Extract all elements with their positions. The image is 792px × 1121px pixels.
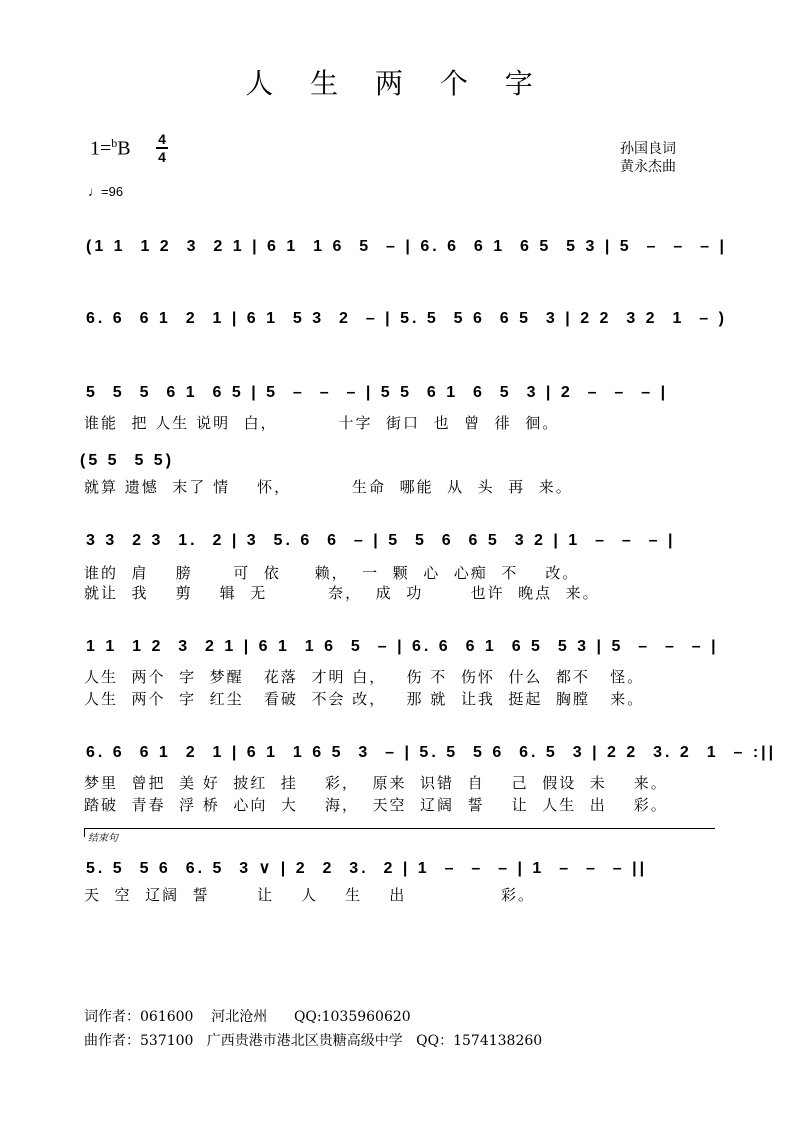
flat-sign: b xyxy=(111,136,118,150)
lyric-line: 人生 两个 字 红尘 看破 不会 改， 那 就 让我 挺起 胸膛 来。 xyxy=(84,690,645,708)
row-notes: (5 5 5 5) xyxy=(80,452,175,469)
meter-bottom: 4 xyxy=(158,149,166,165)
ending-label: 结束句 xyxy=(88,833,118,844)
row-notes: (1 1 1 2 3 2 1 | 6 1 1 6 5 – | 6. 6 6 1 6 5 5 3 | 5 – – – | xyxy=(86,238,727,255)
staff-row-2 xyxy=(0,304,792,340)
row-notes: 5 5 5 6 1 6 5 | 5 – – – | 5 5 6 1 6 5 3 | 2 – – – | xyxy=(86,384,669,401)
row-notes: 5. 5 5 6 6. 5 3 ∨ | 2 2 3. 2 | 1 – – – | 1 – – – || xyxy=(86,860,648,877)
staff-row-7 xyxy=(0,738,792,774)
staff-row-5 xyxy=(0,526,792,562)
composer-credit: 黄永杰曲 xyxy=(620,159,676,175)
lyric-line: 梦里 曾把 美 好 披红 挂 彩， 原来 识错 自 己 假设 未 来。 xyxy=(84,774,668,792)
time-signature xyxy=(156,132,168,164)
lyric-line: 天 空 辽阔 誓 让 人 生 出 彩。 xyxy=(84,886,535,904)
lyric-line: 就让 我 剪 辑 无 奈， 成 功 也许 晚点 来。 xyxy=(84,584,600,602)
row-notes: 6. 6 6 1 2 1 | 6 1 5 3 2 – | 5. 5 5 6 6 5 3 | 2 2 3 2 1 – ) xyxy=(86,310,727,327)
staff-row-8 xyxy=(0,852,792,888)
staff-row-6 xyxy=(0,632,792,668)
staff-row-1 xyxy=(0,232,792,268)
lyric-line: 谁的 肩 膀 可 依 赖， 一 颗 心 心痴 不 改。 xyxy=(84,564,580,582)
key-note: B xyxy=(117,137,131,160)
ending-bracket xyxy=(84,828,715,837)
lyricist-credit: 孙国良词 xyxy=(620,141,676,157)
lyricist-contact: 词作者：061600 河北沧州 QQ:1035960620 xyxy=(84,1009,411,1025)
row-notes: 6. 6 6 1 2 1 | 6 1 1 6 5 3 – | 5. 5 5 6 6. 5 3 | 2 2 3. 2 1 – :|| xyxy=(86,744,777,761)
lyric-line: 谁能 把 人生 说明 白， 十字 街口 也 曾 徘 徊。 xyxy=(84,414,560,432)
staff-row-3 xyxy=(0,378,792,414)
tempo-marking: ♩=96 xyxy=(88,184,124,199)
meter-top: 4 xyxy=(158,131,166,147)
row-notes: 3 3 2 3 1. 2 | 3 5. 6 6 – | 5 5 6 6 5 3 2 | 1 – – – | xyxy=(86,532,676,549)
lyric-line: 踏破 青春 浮 桥 心向 大 海， 天空 辽阔 誓 让 人生 出 彩。 xyxy=(84,796,668,814)
lyric-line: 人生 两个 字 梦醒 花落 才明 白， 伤 不 伤怀 什么 都不 怪。 xyxy=(84,668,645,686)
row-notes: 1 1 1 2 3 2 1 | 6 1 1 6 5 – | 6. 6 6 1 6 5 5 3 | 5 – – – | xyxy=(86,638,719,655)
song-title: 人 生 两 个 字 xyxy=(245,67,547,100)
key-prefix: 1= xyxy=(90,137,112,160)
composer-contact: 曲作者：537100 广西贵港市港北区贵糖高级中学 QQ：1574138260 xyxy=(84,1033,543,1049)
lyric-line: 就算 遗憾 末了 情 怀， 生命 哪能 从 头 再 来。 xyxy=(84,478,573,496)
key-signature xyxy=(90,136,131,161)
